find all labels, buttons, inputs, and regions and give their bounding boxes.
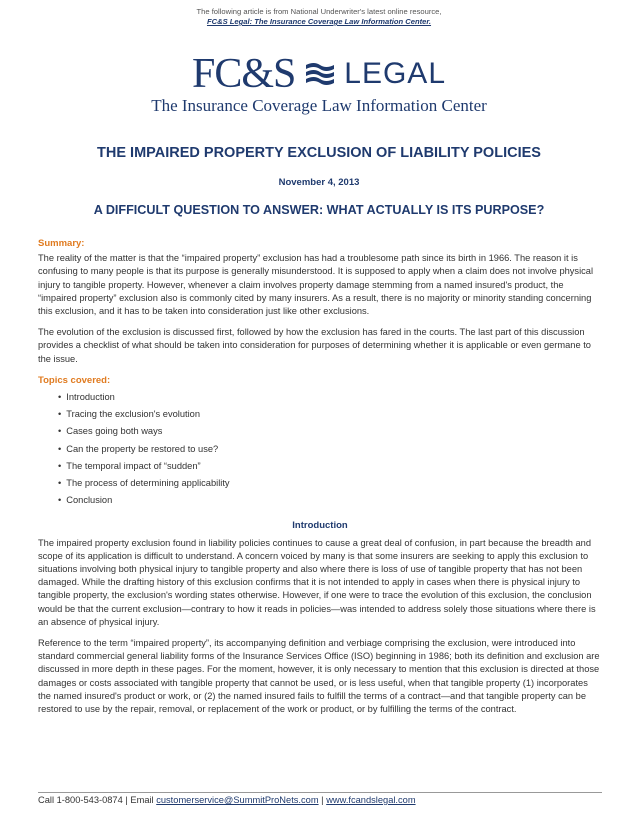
intro-paragraph-2: Reference to the term “impaired property”, its accompanying definition and verbiage comprising the exclusion, were introduced into standard commercial general liability forms of the Insurance Services Office (ISO) beginning in 1986; both its definition and exclusion are discussed in more depth in these pages. For the moment, however, it is only necessary to mention that this exclusion is directed at those damages or costs associated with tangible property that cannot be used, or is less useful, when that tangible property (1) incorporates the named insured's product or work, or (2) the named insured fails to fulfill the terms of a contract—and that tangible property can be restored to use by the repair, removal, or replacement of the work or product, or by fulfilling the terms of the contract. — [38, 638, 600, 715]
logo-secondary-text: LEGAL — [344, 57, 447, 90]
summary-paragraph-1: The reality of the matter is that the “impaired property” exclusion has had a troublesome path since its birth in 1966. The reason it is confusing to many people is that its purpose is generally misunderstood. It is supposed to apply when a claim does not involve physical injury to tangible property. However, whenever a claim involves property damage stemming from a named insured's product, the “impaired property” exclusion also is commonly cited by many insurers. As a result, there is no majority or minority standing concerning this exclusion, and it has to be taken into consideration just like other exclusions. — [38, 253, 594, 317]
source-note — [0, 7, 638, 27]
article-subtitle: A DIFFICULT QUESTION TO ANSWER: WHAT ACTUALLY IS ITS PURPOSE? — [93, 203, 545, 217]
footer-separator: | — [321, 795, 324, 805]
source-link[interactable]: FC&S Legal: The Insurance Coverage Law Information Center. — [206, 17, 432, 26]
introduction-heading: Introduction — [292, 520, 348, 532]
topics-list — [38, 389, 602, 509]
footer-phone: Call 1-800-543-0874 — [38, 795, 123, 805]
logo-main-text: FC&S — [191, 51, 296, 97]
footer-divider — [38, 792, 602, 793]
article-body — [38, 237, 602, 724]
topic-item: • Introduction — [58, 389, 602, 406]
topic-item: • The temporal impact of “sudden” — [58, 458, 602, 475]
tagline: The Insurance Coverage Law Information Center — [151, 96, 487, 115]
fcs-legal-logo — [0, 50, 638, 97]
footer — [38, 795, 608, 805]
topic-item: • Conclusion — [58, 492, 602, 509]
topic-item: • Tracing the exclusion's evolution — [58, 406, 602, 423]
footer-website-link[interactable]: www.fcandslegal.com — [326, 795, 416, 805]
summary-label: Summary: — [38, 238, 85, 249]
summary-paragraph-2: The evolution of the exclusion is discussed first, followed by how the exclusion has fared in the courts. The last part of this discussion provides a checklist of what should be taken into consideration for purposes of determining whether it is applicable or even germane to the issue. — [38, 327, 591, 364]
article-date: November 4, 2013 — [278, 177, 360, 188]
footer-email-link[interactable]: customerservice@SummitProNets.com — [156, 795, 319, 805]
source-note-line: The following article is from National Underwriter's latest online resource, — [196, 7, 442, 16]
footer-email-label: Email — [130, 795, 154, 805]
topics-label: Topics covered: — [38, 374, 111, 386]
flag-icon — [304, 59, 336, 89]
footer-separator: | — [125, 795, 128, 805]
topic-item: • Cases going both ways — [58, 423, 602, 440]
intro-paragraph-1: The impaired property exclusion found in liability policies continues to cause a great deal of confusion, in part because the breadth and scope of its application is difficult to understand. A concern voiced by many is that some insurers are seeking to apply this exclusion to situations involving both physical injury to tangible property and also where there is loss of use of tangible property that has not been damaged. While the drafting history of this exclusion confirms that it is not intended to apply in cases when there is physical injury to tangible property, the exclusion's wording states otherwise. However, if one were to trace the evolution of this exclusion, the conclusion would be that the current exclusion—contrary to how it reads in policies—was intended to address solely those situations where there is an absence of physical injury. — [38, 537, 596, 627]
article-title: THE IMPAIRED PROPERTY EXCLUSION OF LIABILITY POLICIES — [97, 145, 541, 161]
topic-item: • Can the property be restored to use? — [58, 441, 602, 458]
topic-item: • The process of determining applicability — [58, 475, 602, 492]
